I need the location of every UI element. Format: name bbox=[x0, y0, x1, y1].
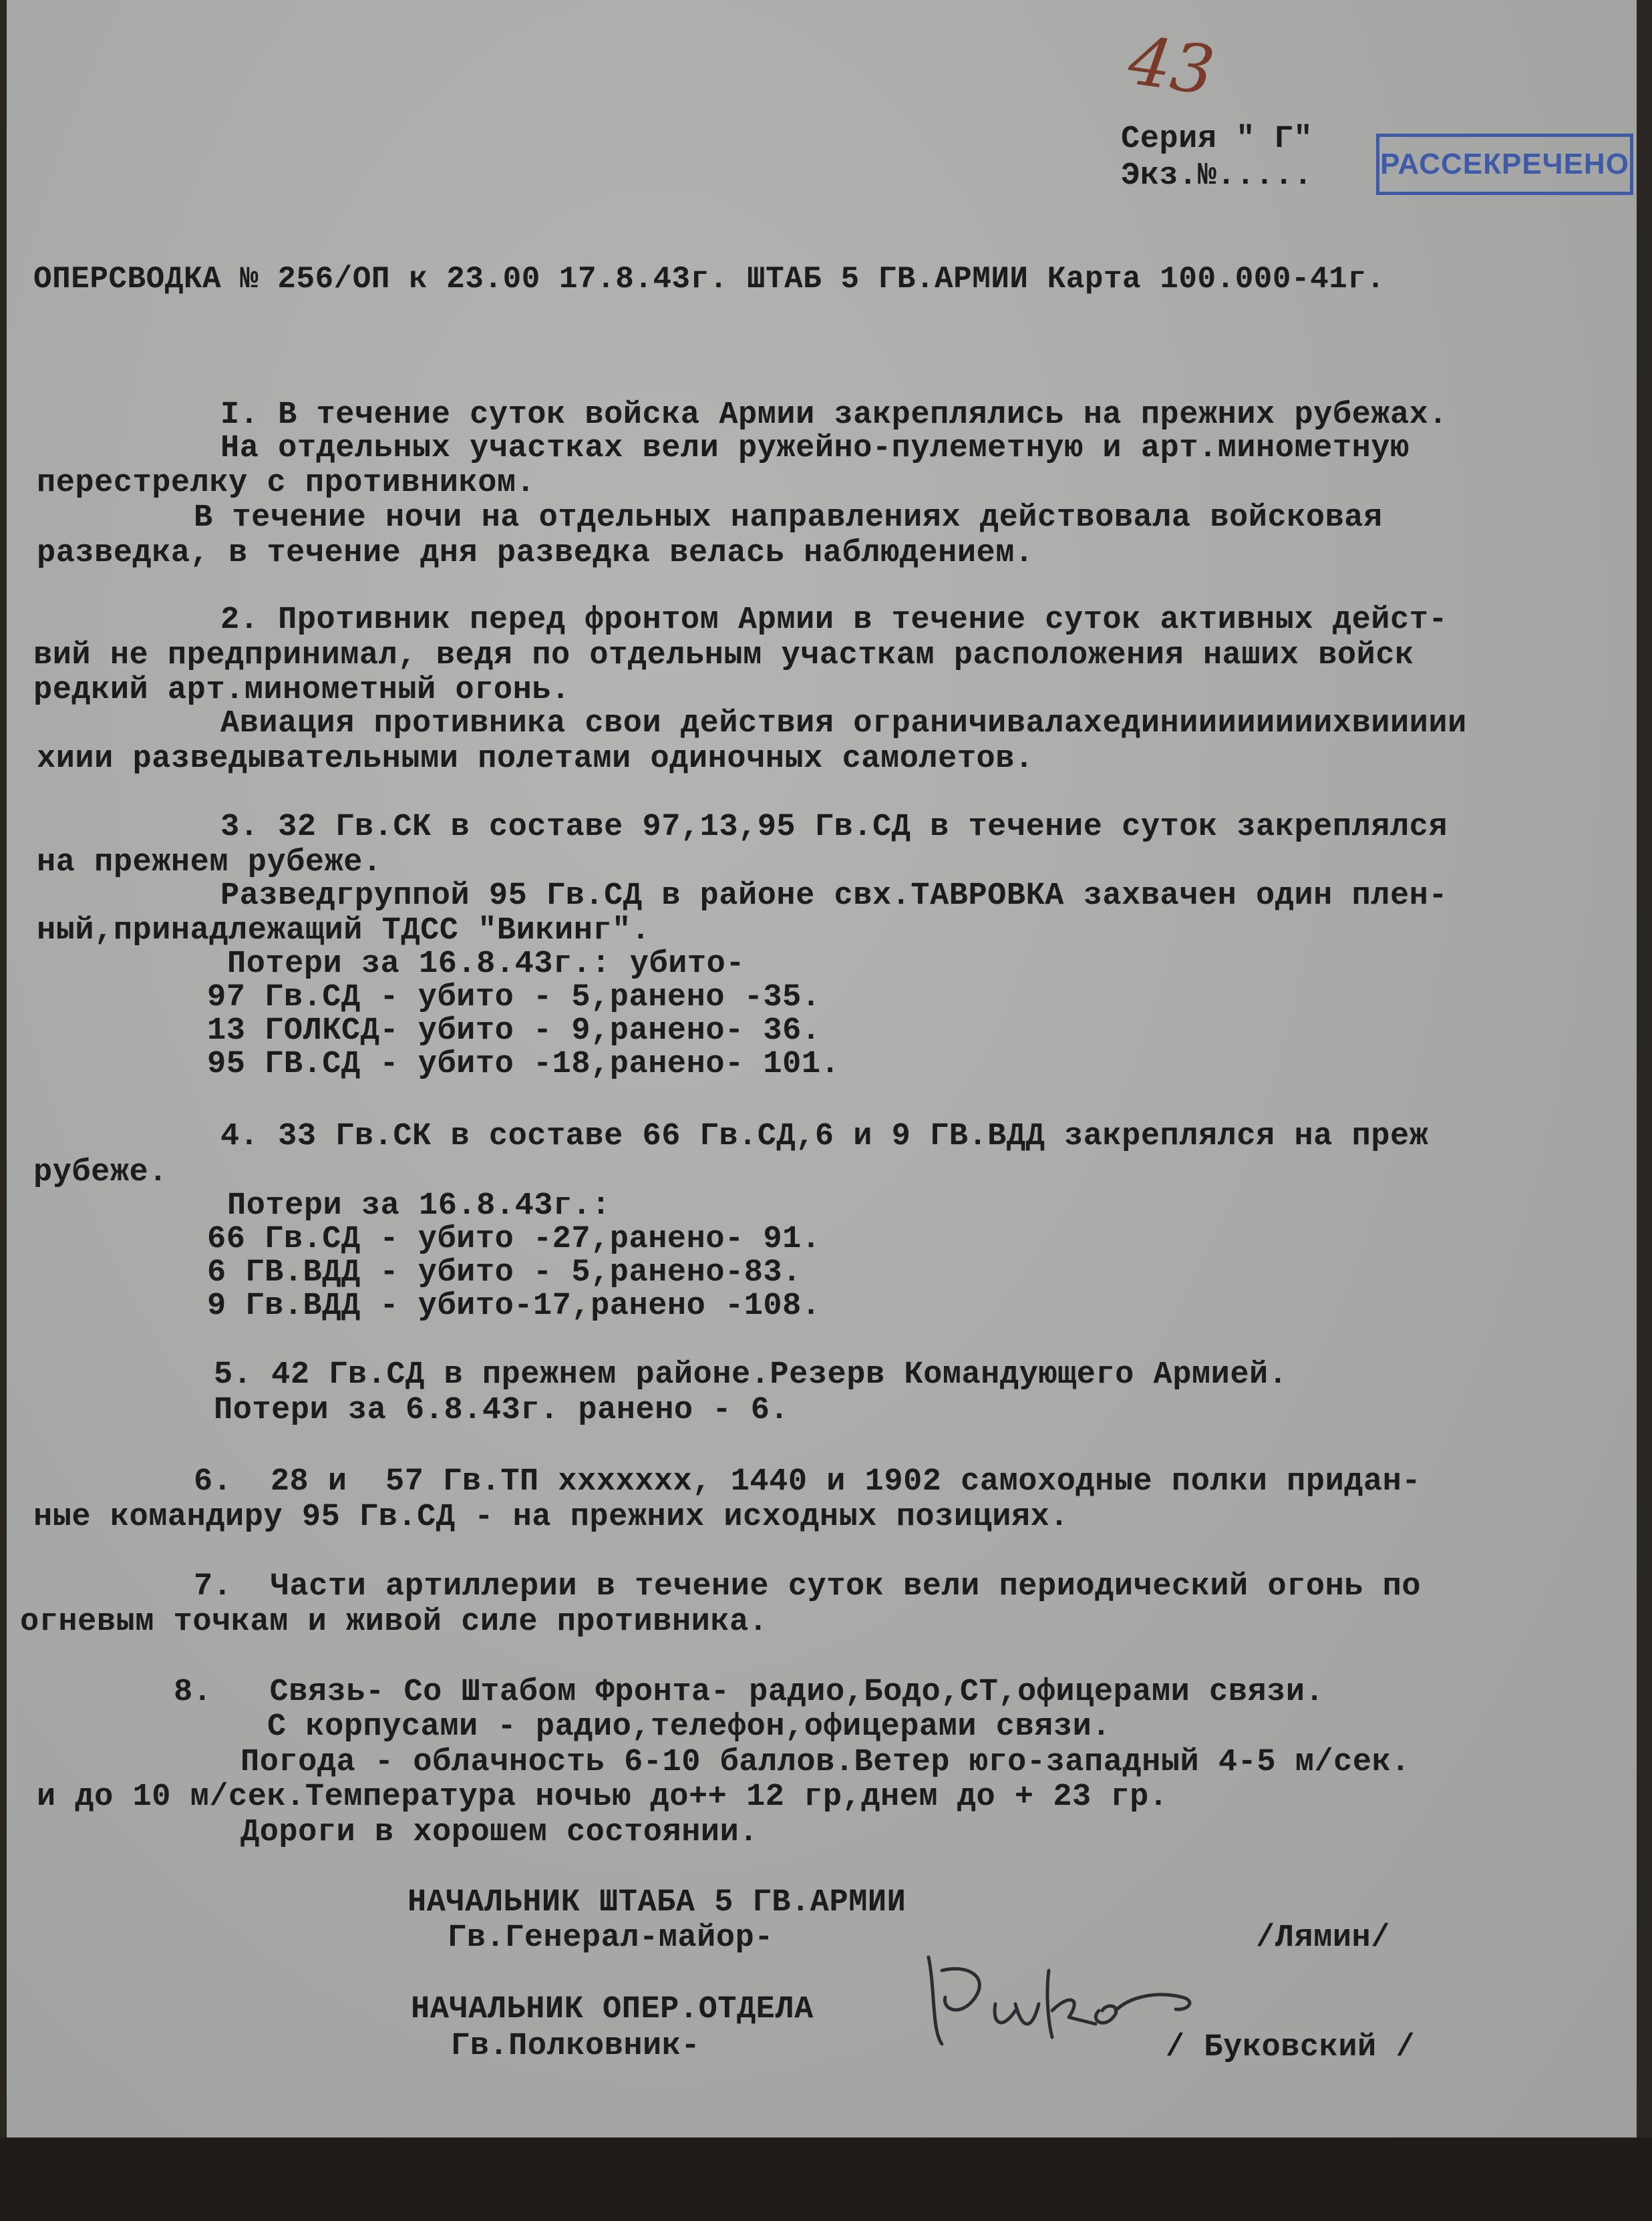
section-3-line-7: 13 ГОЛКСД- убито - 9,ранено- 36. bbox=[207, 1013, 821, 1049]
chief-of-staff-title: НАЧАЛЬНИК ШТАБА 5 ГВ.АРМИИ bbox=[407, 1885, 906, 1920]
section-2-line-5: хиии разведывательными полетами одиночных самолетов. bbox=[37, 741, 1034, 777]
section-6-line-2: ные командиру 95 Гв.СД - на прежних исходных позициях. bbox=[33, 1500, 1069, 1535]
ops-chief-title: НАЧАЛЬНИК ОПЕР.ОТДЕЛА bbox=[411, 1992, 814, 2027]
section-6-line-1: 6. 28 и 57 Гв.ТП ххххххх, 1440 и 1902 самоходные полки придан- bbox=[194, 1464, 1422, 1500]
section-1-line-3: перестрелку с противником. bbox=[37, 466, 536, 501]
section-8-line-4: и до 10 м/сек.Температура ночью до++ 12 гр,днем до + 23 гр. bbox=[37, 1779, 1168, 1815]
section-7-line-1: 7. Части артиллерии в течение суток вели периодический огонь по bbox=[194, 1569, 1422, 1604]
ops-chief-name: / Буковский / bbox=[1166, 2030, 1416, 2065]
section-3-line-2: на прежнем рубеже. bbox=[37, 845, 382, 880]
section-8-line-1: 8. Связь- Со Штабом Фронта- радио,Бодо,СТ,офицерами связи. bbox=[174, 1675, 1325, 1710]
chief-of-staff-name: /Лямин/ bbox=[1256, 1920, 1390, 1956]
section-1-line-5: разведка, в течение дня разведка велась наблюдением. bbox=[37, 536, 1034, 571]
section-3-line-8: 95 ГВ.СД - убито -18,ранено- 101. bbox=[207, 1047, 840, 1082]
section-8-line-5: Дороги в хорошем состоянии. bbox=[240, 1815, 759, 1850]
section-5-line-2: Потери за 6.8.43г. ранено - 6. bbox=[214, 1393, 790, 1428]
section-4-line-1: 4. 33 Гв.СК в составе 66 Гв.СД,6 и 9 ГВ.ВДД закреплялся на преж bbox=[220, 1119, 1429, 1154]
copy-number-line: Экз.№..... bbox=[1121, 158, 1313, 194]
section-1-line-2: На отдельных участках вели ружейно-пулеметную и арт.минометную bbox=[220, 431, 1410, 466]
chief-of-staff-rank: Гв.Генерал-майор- bbox=[448, 1920, 774, 1956]
section-3-line-1: 3. 32 Гв.СК в составе 97,13,95 Гв.СД в течение суток закреплялся bbox=[220, 810, 1448, 845]
declassified-stamp: РАССЕКРЕЧЕНО bbox=[1376, 134, 1633, 195]
section-2-line-4: Авиация противника свои действия ограничивалахединиииииииихвиииии bbox=[220, 706, 1467, 741]
section-3-line-4: ный,принадлежащий ТДСС "Викинг". bbox=[37, 913, 651, 949]
section-3-line-3: Разведгруппой 95 Гв.СД в районе свх.ТАВРОВКА захвачен один плен- bbox=[220, 878, 1448, 914]
section-4-line-2: рубеже. bbox=[33, 1155, 168, 1190]
section-2-line-1: 2. Противник перед фронтом Армии в течение суток активных дейст- bbox=[220, 603, 1448, 638]
page-number: 43 bbox=[1124, 21, 1219, 111]
section-3-line-5: Потери за 16.8.43г.: убито- bbox=[227, 947, 746, 982]
handwritten-signature bbox=[915, 1930, 1202, 2064]
section-1-line-4: В течение ночи на отдельных направлениях действовала войсковая bbox=[194, 500, 1383, 536]
series-line: Серия " Г" bbox=[1121, 122, 1332, 157]
section-8-line-2: С корпусами - радио,телефон,офицерами связи. bbox=[267, 1709, 1112, 1745]
section-7-line-2: огневым точкам и живой силе противника. bbox=[20, 1604, 768, 1640]
section-2-line-3: редкий арт.минометный огонь. bbox=[33, 673, 570, 708]
section-4-line-5: 6 ГВ.ВДД - убито - 5,ранено-83. bbox=[207, 1255, 802, 1291]
section-4-line-6: 9 Гв.ВДД - убито-17,ранено -108. bbox=[207, 1289, 821, 1324]
section-4-line-4: 66 Гв.СД - убито -27,ранено- 91. bbox=[207, 1222, 821, 1257]
section-1-line-1: I. В течение суток войска Армии закреплялись на прежних рубежах. bbox=[220, 397, 1448, 433]
document-title: ОПЕРСВОДКА № 256/ОП к 23.00 17.8.43г. ШТАБ 5 ГВ.АРМИИ Карта 100.000-41г. bbox=[33, 262, 1385, 297]
section-3-line-6: 97 Гв.СД - убито - 5,ранено -35. bbox=[207, 980, 821, 1015]
scan-background-edge bbox=[0, 2138, 1652, 2221]
section-2-line-2: вий не предпринимал, ведя по отдельным участкам расположения наших войск bbox=[33, 638, 1414, 673]
document-page bbox=[7, 0, 1637, 2138]
ops-chief-rank: Гв.Полковник- bbox=[451, 2029, 701, 2064]
section-8-line-3: Погода - облачность 6-10 баллов.Ветер юго-западный 4-5 м/сек. bbox=[240, 1745, 1410, 1780]
section-4-line-3: Потери за 16.8.43г.: bbox=[227, 1188, 611, 1224]
section-5-line-1: 5. 42 Гв.СД в прежнем районе.Резерв Командующего Армией. bbox=[214, 1357, 1288, 1393]
